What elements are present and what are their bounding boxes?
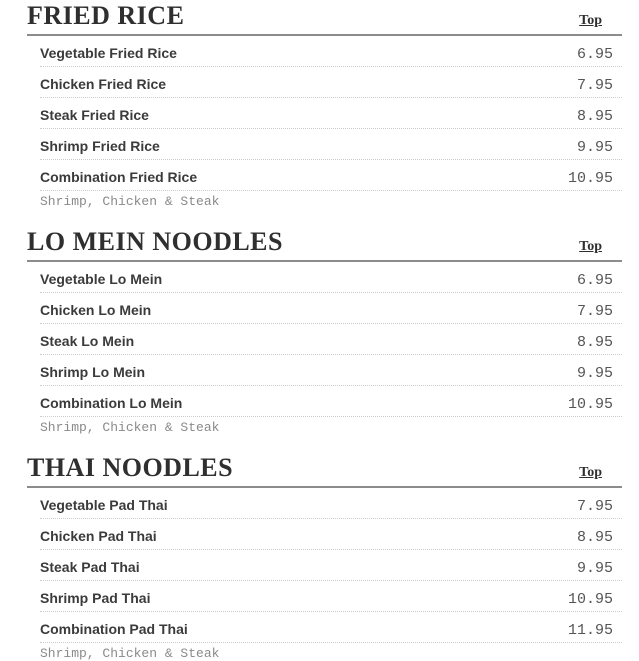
item-list [27, 262, 622, 435]
item-row [40, 160, 622, 191]
top-link[interactable]: Top [579, 465, 602, 480]
item-name: Vegetable Pad Thai [40, 497, 168, 513]
menu-item [40, 293, 622, 324]
item-name: Combination Pad Thai [40, 621, 188, 637]
item-price: 10.95 [567, 170, 613, 187]
item-list [27, 488, 622, 661]
item-row [40, 488, 622, 519]
item-price: 9.95 [576, 365, 613, 382]
item-name: Combination Lo Mein [40, 395, 183, 411]
section-header [27, 229, 622, 262]
item-row [40, 129, 622, 160]
item-name: Shrimp Fried Rice [40, 138, 160, 154]
top-link[interactable]: Top [579, 239, 602, 254]
section-header [27, 3, 622, 36]
section-title: LO MEIN NOODLES [27, 227, 283, 256]
menu-section [27, 455, 622, 661]
menu-item [40, 612, 622, 661]
item-row [40, 262, 622, 293]
item-price: 6.95 [576, 272, 613, 289]
menu-item [40, 262, 622, 293]
item-price: 9.95 [576, 139, 613, 156]
menu-item [40, 386, 622, 435]
item-price: 8.95 [576, 334, 613, 351]
item-row [40, 612, 622, 643]
item-price: 8.95 [576, 108, 613, 125]
item-row [40, 519, 622, 550]
section-header [27, 455, 622, 488]
item-name: Steak Pad Thai [40, 559, 140, 575]
item-row [40, 98, 622, 129]
item-price: 10.95 [567, 591, 613, 608]
item-price: 10.95 [567, 396, 613, 413]
item-name: Shrimp Lo Mein [40, 364, 145, 380]
top-link[interactable]: Top [579, 13, 602, 28]
menu-section [27, 229, 622, 435]
item-row [40, 324, 622, 355]
menu-item [40, 129, 622, 160]
item-description: Shrimp, Chicken & Steak [40, 194, 220, 209]
item-price: 7.95 [576, 303, 613, 320]
item-price: 7.95 [576, 77, 613, 94]
menu-item [40, 36, 622, 67]
menu-item [40, 98, 622, 129]
item-row [40, 386, 622, 417]
menu-item [40, 355, 622, 386]
item-name: Steak Fried Rice [40, 107, 149, 123]
item-list [27, 36, 622, 209]
item-name: Vegetable Lo Mein [40, 271, 163, 287]
item-row [40, 36, 622, 67]
item-name: Shrimp Pad Thai [40, 590, 151, 606]
menu-item [40, 160, 622, 209]
menu-section [27, 3, 622, 209]
item-row [40, 581, 622, 612]
item-price: 11.95 [567, 622, 613, 639]
item-price: 8.95 [576, 529, 613, 546]
item-row [40, 293, 622, 324]
item-name: Vegetable Fried Rice [40, 45, 177, 61]
item-description: Shrimp, Chicken & Steak [40, 420, 220, 435]
item-price: 7.95 [576, 498, 613, 515]
item-description: Shrimp, Chicken & Steak [40, 646, 220, 661]
section-title: THAI NOODLES [27, 453, 234, 482]
item-price: 6.95 [576, 46, 613, 63]
item-name: Chicken Fried Rice [40, 76, 167, 92]
item-row [40, 355, 622, 386]
section-title: FRIED RICE [27, 1, 185, 30]
item-name: Chicken Pad Thai [40, 528, 157, 544]
item-price: 9.95 [576, 560, 613, 577]
menu-item [40, 550, 622, 581]
item-name: Combination Fried Rice [40, 169, 198, 185]
item-row [40, 67, 622, 98]
menu-item [40, 581, 622, 612]
menu-item [40, 324, 622, 355]
item-row [40, 550, 622, 581]
menu-item [40, 488, 622, 519]
item-name: Chicken Lo Mein [40, 302, 152, 318]
item-name: Steak Lo Mein [40, 333, 135, 349]
menu-item [40, 67, 622, 98]
menu-item [40, 519, 622, 550]
